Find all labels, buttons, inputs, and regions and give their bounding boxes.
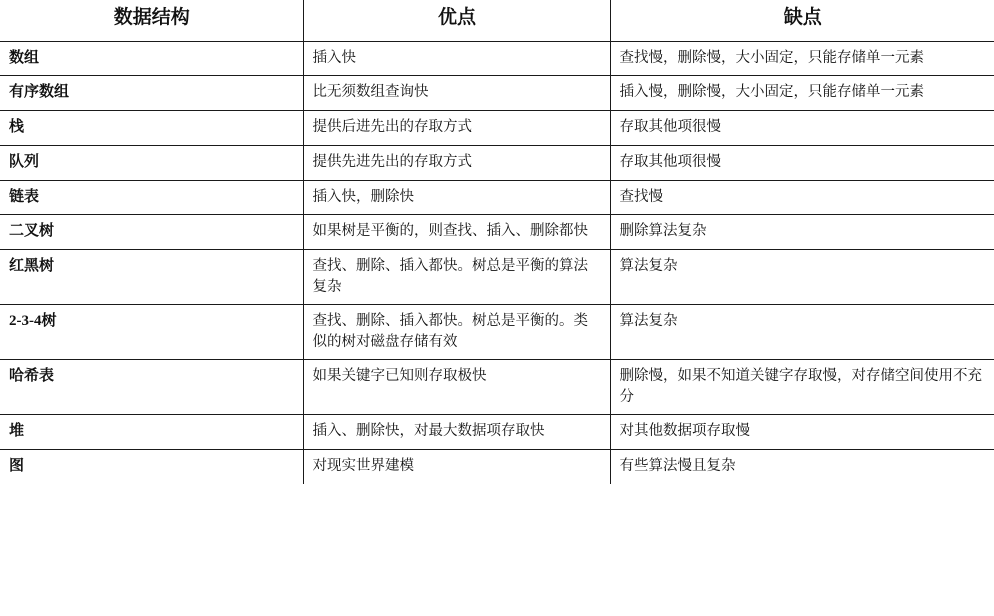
- table-body: [0, 41, 994, 484]
- table-row: [0, 250, 994, 305]
- table-row: [0, 145, 994, 180]
- cell-cons: 对其他数据项存取慢: [610, 415, 994, 450]
- table-row: [0, 111, 994, 146]
- cell-cons: 查找慢: [610, 180, 994, 215]
- column-header-cons: 缺点: [610, 0, 994, 41]
- table-row: [0, 449, 994, 483]
- cell-cons: 算法复杂: [610, 305, 994, 360]
- cell-pros: 插入、删除快，对最大数据项存取快: [303, 415, 610, 450]
- cell-pros: 如果关键字已知则存取极快: [303, 360, 610, 415]
- table-row: [0, 305, 994, 360]
- cell-structure-name: 哈希表: [0, 360, 303, 415]
- cell-structure-name: 队列: [0, 145, 303, 180]
- cell-cons: 删除慢，如果不知道关键字存取慢，对存储空间使用不充分: [610, 360, 994, 415]
- table-header-row: [0, 0, 994, 41]
- column-header-data-structure: 数据结构: [0, 0, 303, 41]
- cell-cons: 存取其他项很慢: [610, 111, 994, 146]
- cell-pros: 插入快: [303, 41, 610, 76]
- cell-structure-name: 有序数组: [0, 76, 303, 111]
- table-row: [0, 41, 994, 76]
- cell-pros: 插入快，删除快: [303, 180, 610, 215]
- cell-pros: 对现实世界建模: [303, 449, 610, 483]
- cell-structure-name: 二叉树: [0, 215, 303, 250]
- cell-pros: 提供后进先出的存取方式: [303, 111, 610, 146]
- cell-pros: 查找、删除、插入都快。树总是平衡的。类似的树对磁盘存储有效: [303, 305, 610, 360]
- cell-cons: 查找慢，删除慢，大小固定，只能存储单一元素: [610, 41, 994, 76]
- table-row: [0, 415, 994, 450]
- table-row: [0, 215, 994, 250]
- cell-pros: 如果树是平衡的，则查找、插入、删除都快: [303, 215, 610, 250]
- cell-cons: 存取其他项很慢: [610, 145, 994, 180]
- table-row: [0, 76, 994, 111]
- cell-structure-name: 堆: [0, 415, 303, 450]
- cell-pros: 查找、删除、插入都快。树总是平衡的算法复杂: [303, 250, 610, 305]
- cell-structure-name: 链表: [0, 180, 303, 215]
- cell-cons: 删除算法复杂: [610, 215, 994, 250]
- cell-structure-name: 数组: [0, 41, 303, 76]
- cell-structure-name: 2-3-4树: [0, 305, 303, 360]
- cell-cons: 算法复杂: [610, 250, 994, 305]
- cell-pros: 提供先进先出的存取方式: [303, 145, 610, 180]
- column-header-pros: 优点: [303, 0, 610, 41]
- cell-structure-name: 红黑树: [0, 250, 303, 305]
- cell-cons: 有些算法慢且复杂: [619, 457, 736, 474]
- cell-cons: 插入慢，删除慢，大小固定，只能存储单一元素: [610, 76, 994, 111]
- cell-pros: 比无须数组查询快: [303, 76, 610, 111]
- table-row: [0, 180, 994, 215]
- cell-structure-name: 图: [0, 449, 303, 483]
- cell-structure-name: 栈: [0, 111, 303, 146]
- table-header: [0, 0, 994, 41]
- table-row: [0, 360, 994, 415]
